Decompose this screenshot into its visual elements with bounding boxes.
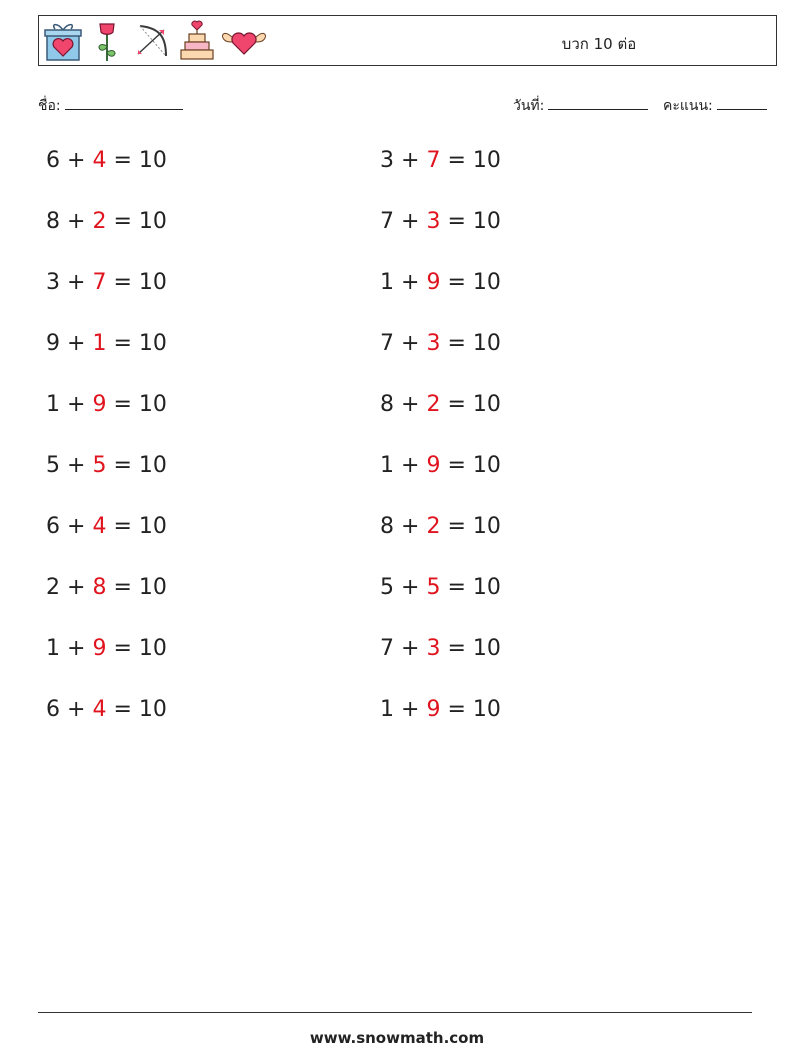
- problem-item: [380, 453, 501, 478]
- problem-item: [380, 392, 501, 417]
- problem-item: [380, 148, 501, 173]
- sum-value: 10: [138, 636, 167, 661]
- addend-a: 5: [46, 453, 60, 478]
- addend-a: 1: [46, 636, 60, 661]
- addend-a: 9: [46, 331, 60, 356]
- equals-sign: =: [113, 270, 132, 295]
- answer-addend: 5: [92, 453, 107, 478]
- equals-sign: =: [113, 575, 132, 600]
- problem-item: [46, 392, 167, 417]
- name-blank[interactable]: [65, 95, 183, 110]
- equals-sign: =: [447, 331, 466, 356]
- footer-site: www.snowmath.com: [309, 1029, 485, 1047]
- answer-addend: 3: [426, 331, 441, 356]
- problem-item: [380, 331, 501, 356]
- plus-sign: +: [67, 575, 86, 600]
- addend-a: 1: [380, 270, 394, 295]
- plus-sign: +: [67, 209, 86, 234]
- equals-sign: =: [113, 514, 132, 539]
- answer-addend: 2: [426, 392, 441, 417]
- answer-addend: 9: [426, 270, 441, 295]
- rose-icon: [87, 20, 127, 62]
- plus-sign: +: [67, 392, 86, 417]
- addend-a: 1: [380, 697, 394, 722]
- answer-addend: 3: [426, 636, 441, 661]
- sum-value: 10: [138, 331, 167, 356]
- footer-divider: [38, 1012, 752, 1013]
- addend-a: 3: [380, 148, 394, 173]
- addend-a: 6: [46, 148, 60, 173]
- answer-addend: 3: [426, 209, 441, 234]
- sum-value: 10: [138, 270, 167, 295]
- plus-sign: +: [67, 331, 86, 356]
- sum-value: 10: [472, 636, 501, 661]
- addend-a: 8: [46, 209, 60, 234]
- addend-a: 2: [46, 575, 60, 600]
- addend-a: 7: [380, 331, 394, 356]
- score-field: [663, 95, 767, 117]
- sum-value: 10: [472, 270, 501, 295]
- worksheet-title: บวก 10 ต่อ: [561, 35, 637, 53]
- date-blank[interactable]: [548, 95, 648, 110]
- sum-value: 10: [472, 148, 501, 173]
- plus-sign: +: [401, 575, 420, 600]
- name-field: [38, 95, 183, 117]
- answer-addend: 1: [92, 331, 107, 356]
- sum-value: 10: [472, 331, 501, 356]
- problem-item: [46, 148, 167, 173]
- addend-a: 3: [46, 270, 60, 295]
- answer-addend: 4: [92, 514, 107, 539]
- addend-a: 6: [46, 514, 60, 539]
- problem-item: [380, 209, 501, 234]
- equals-sign: =: [113, 636, 132, 661]
- plus-sign: +: [401, 697, 420, 722]
- sum-value: 10: [138, 575, 167, 600]
- answer-addend: 9: [426, 453, 441, 478]
- plus-sign: +: [401, 392, 420, 417]
- worksheet-header: [38, 15, 777, 66]
- equals-sign: =: [113, 148, 132, 173]
- equals-sign: =: [447, 697, 466, 722]
- sum-value: 10: [138, 514, 167, 539]
- problem-item: [46, 697, 167, 722]
- sum-value: 10: [472, 575, 501, 600]
- plus-sign: +: [67, 514, 86, 539]
- equals-sign: =: [447, 148, 466, 173]
- addend-a: 8: [380, 392, 394, 417]
- plus-sign: +: [401, 514, 420, 539]
- addend-a: 7: [380, 636, 394, 661]
- answer-addend: 9: [92, 636, 107, 661]
- addend-a: 7: [380, 209, 394, 234]
- sum-value: 10: [472, 209, 501, 234]
- winged-heart-icon: [221, 20, 267, 62]
- equals-sign: =: [447, 575, 466, 600]
- addend-a: 6: [46, 697, 60, 722]
- equals-sign: =: [113, 453, 132, 478]
- problem-item: [46, 575, 167, 600]
- plus-sign: +: [401, 636, 420, 661]
- equals-sign: =: [113, 209, 132, 234]
- problem-item: [380, 697, 501, 722]
- sum-value: 10: [138, 697, 167, 722]
- date-field: [513, 95, 648, 117]
- answer-addend: 4: [92, 697, 107, 722]
- plus-sign: +: [401, 270, 420, 295]
- equals-sign: =: [447, 453, 466, 478]
- gift-heart-icon: [43, 20, 83, 62]
- equals-sign: =: [447, 392, 466, 417]
- bow-arrow-icon: [132, 20, 172, 62]
- problem-item: [46, 270, 167, 295]
- plus-sign: +: [67, 697, 86, 722]
- plus-sign: +: [67, 636, 86, 661]
- sum-value: 10: [472, 514, 501, 539]
- answer-addend: 7: [92, 270, 107, 295]
- answer-addend: 2: [426, 514, 441, 539]
- addend-a: 1: [380, 453, 394, 478]
- addend-a: 8: [380, 514, 394, 539]
- plus-sign: +: [401, 453, 420, 478]
- answer-addend: 2: [92, 209, 107, 234]
- sum-value: 10: [138, 148, 167, 173]
- problem-item: [46, 636, 167, 661]
- plus-sign: +: [401, 331, 420, 356]
- equals-sign: =: [113, 331, 132, 356]
- answer-addend: 8: [92, 575, 107, 600]
- score-blank[interactable]: [717, 95, 767, 110]
- answer-addend: 5: [426, 575, 441, 600]
- plus-sign: +: [401, 209, 420, 234]
- problem-item: [46, 453, 167, 478]
- answer-addend: 7: [426, 148, 441, 173]
- score-label: คะแนน:: [663, 98, 713, 114]
- sum-value: 10: [138, 209, 167, 234]
- plus-sign: +: [401, 148, 420, 173]
- sum-value: 10: [138, 453, 167, 478]
- sum-value: 10: [472, 392, 501, 417]
- plus-sign: +: [67, 453, 86, 478]
- addend-a: 1: [46, 392, 60, 417]
- date-label: วันที่:: [513, 98, 545, 114]
- problem-item: [46, 331, 167, 356]
- problem-item: [380, 636, 501, 661]
- equals-sign: =: [447, 270, 466, 295]
- sum-value: 10: [472, 453, 501, 478]
- plus-sign: +: [67, 270, 86, 295]
- problem-item: [380, 575, 501, 600]
- sum-value: 10: [138, 392, 167, 417]
- answer-addend: 9: [426, 697, 441, 722]
- problem-item: [46, 209, 167, 234]
- answer-addend: 9: [92, 392, 107, 417]
- plus-sign: +: [67, 148, 86, 173]
- addend-a: 5: [380, 575, 394, 600]
- equals-sign: =: [113, 392, 132, 417]
- equals-sign: =: [113, 697, 132, 722]
- problem-item: [46, 514, 167, 539]
- equals-sign: =: [447, 209, 466, 234]
- cake-icon: [177, 20, 217, 62]
- name-label: ชื่อ:: [38, 98, 61, 114]
- problem-item: [380, 514, 501, 539]
- equals-sign: =: [447, 514, 466, 539]
- equals-sign: =: [447, 636, 466, 661]
- answer-addend: 4: [92, 148, 107, 173]
- sum-value: 10: [472, 697, 501, 722]
- problem-item: [380, 270, 501, 295]
